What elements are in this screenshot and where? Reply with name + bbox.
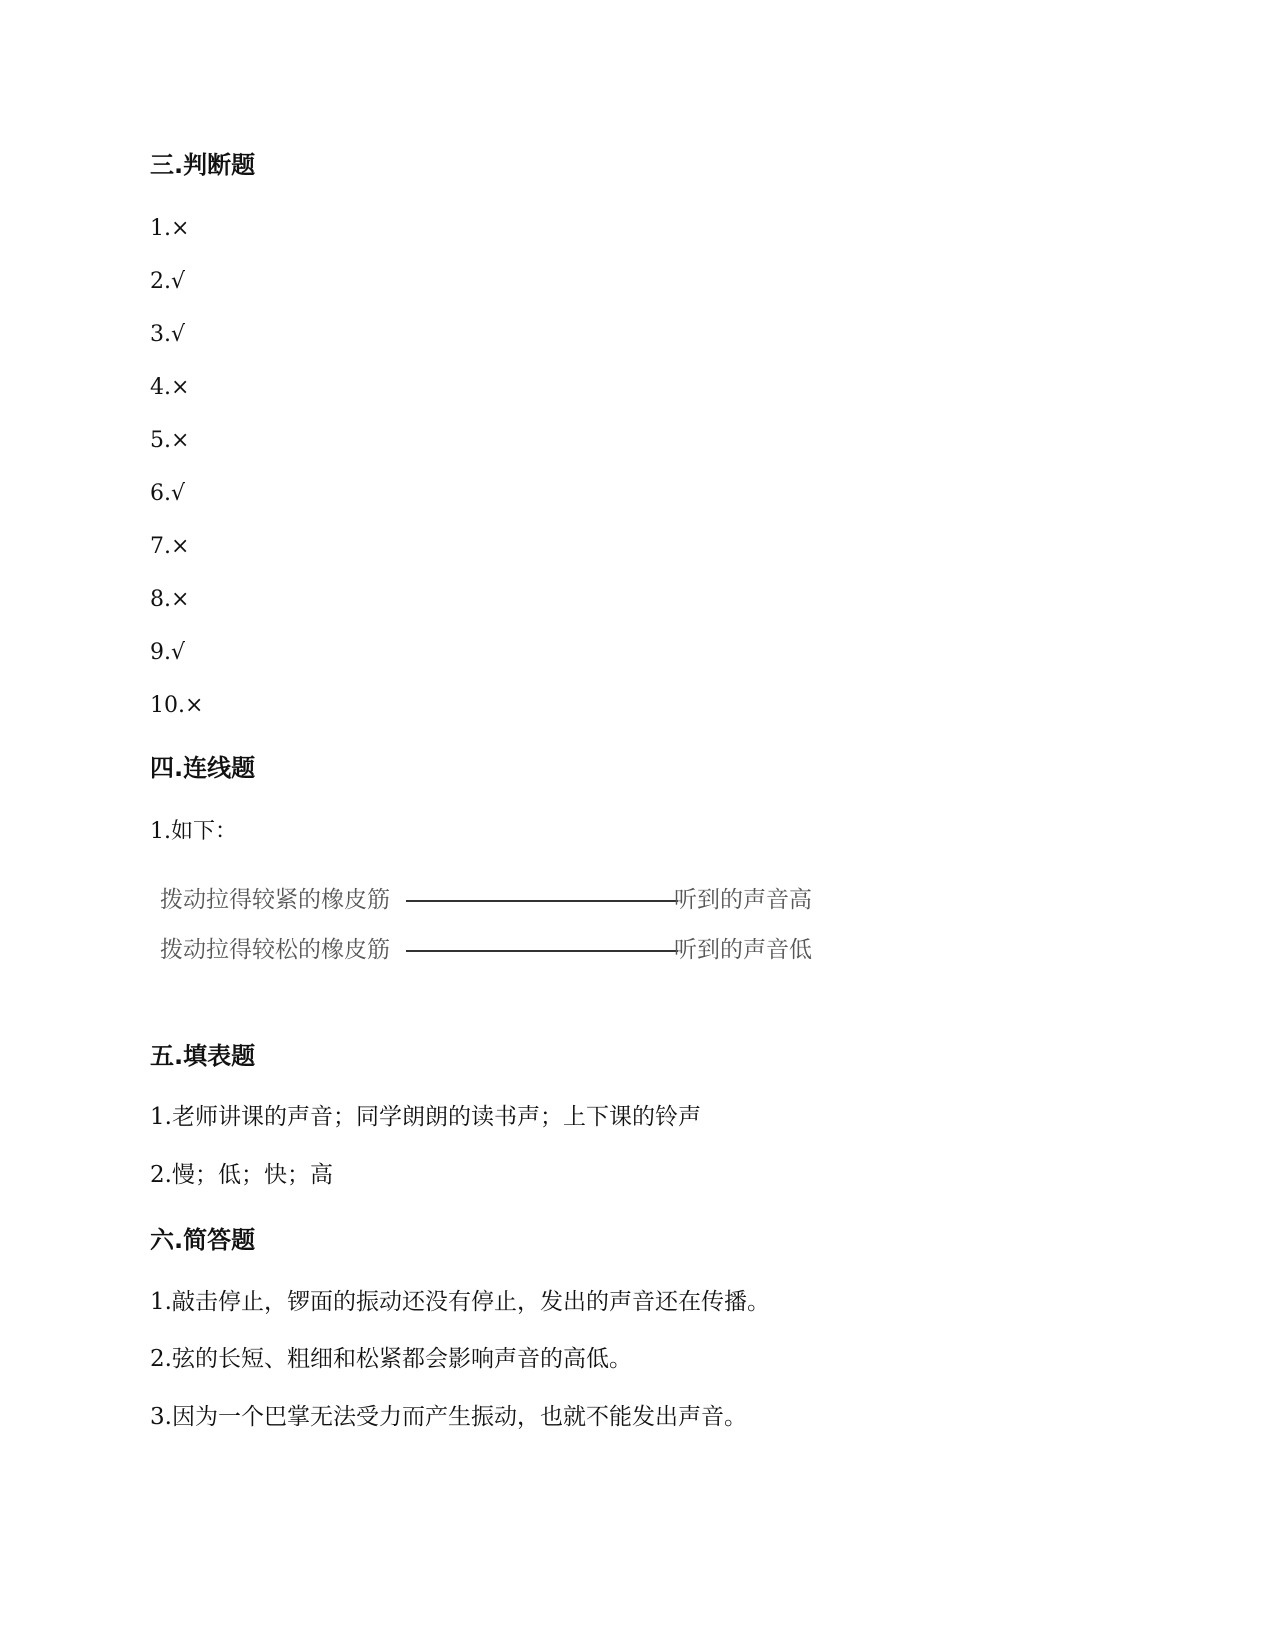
answer-item: 4.× [150,375,190,400]
connecting-line [406,900,678,902]
connecting-line [406,950,678,952]
section-heading: 五.填表题 [150,1042,256,1070]
section-heading: 六.简答题 [150,1226,256,1254]
matching-right-item: 听到的声音高 [674,887,812,913]
answer-item: 9.√ [150,640,186,665]
answer-item: 3.√ [150,322,186,347]
answer-item: 1.× [150,216,190,241]
answer-item: 3.因为一个巴掌无法受力而产生振动，也就不能发出声音。 [150,1404,747,1430]
answer-item: 10.× [150,693,204,718]
matching-right-item: 听到的声音低 [674,937,812,963]
answer-item: 5.× [150,428,190,453]
answer-item: 2.弦的长短、粗细和松紧都会影响声音的高低。 [150,1346,632,1372]
answer-item: 2.慢；低；快；高 [150,1162,333,1188]
matching-left-item: 拨动拉得较松的橡皮筋 [160,937,390,963]
matching-left-item: 拨动拉得较紧的橡皮筋 [160,887,390,913]
section-heading: 四.连线题 [150,754,256,782]
answer-item: 8.× [150,587,190,612]
answer-item: 1.老师讲课的声音；同学朗朗的读书声；上下课的铃声 [150,1104,701,1130]
answer-item: 6.√ [150,481,186,506]
answer-item: 1.敲击停止，锣面的振动还没有停止，发出的声音还在传播。 [150,1289,770,1315]
answer-item: 7.× [150,534,190,559]
matching-intro: 1.如下： [150,819,237,844]
answer-item: 2.√ [150,269,186,294]
section-heading: 三.判断题 [150,151,256,179]
